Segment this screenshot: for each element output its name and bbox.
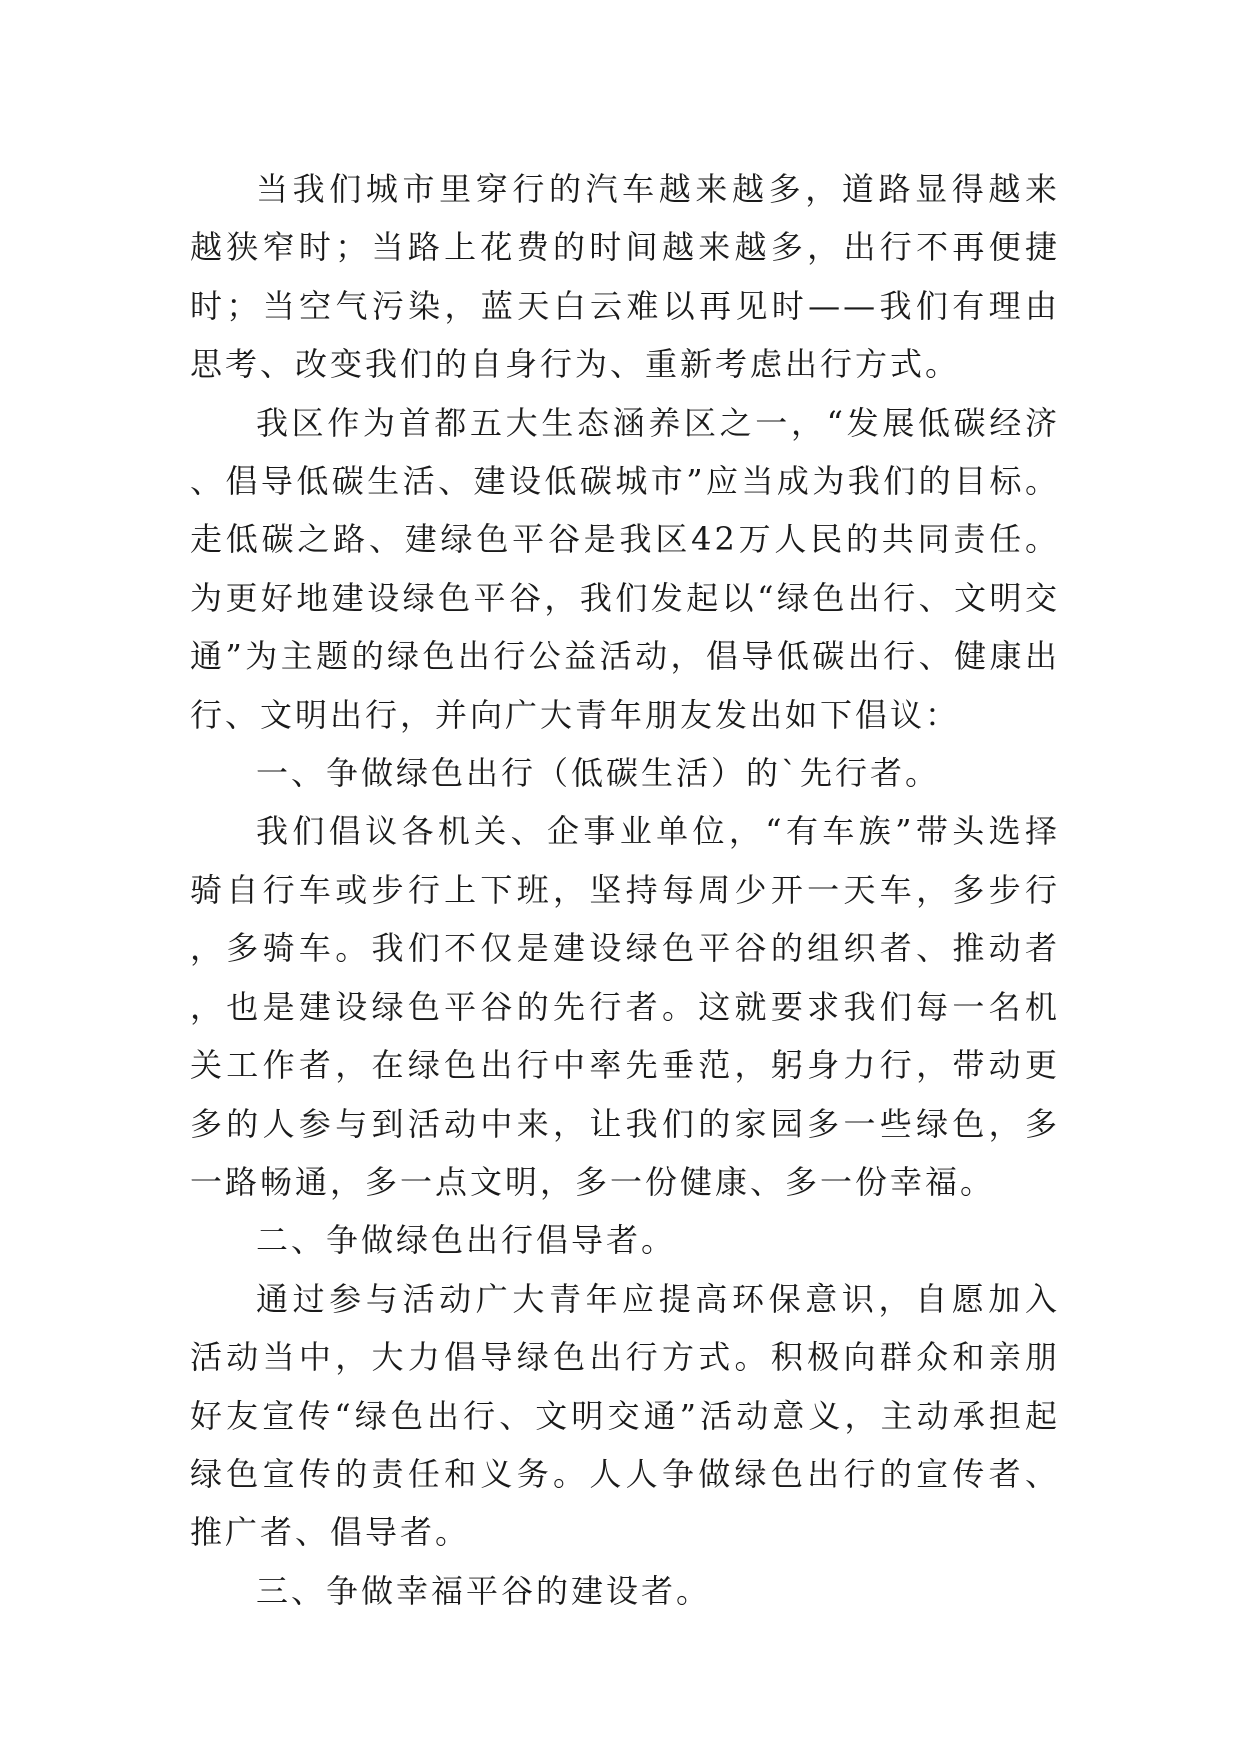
paragraph-section-2: 通过参与活动广大青年应提高环保意识，自愿加入活动当中，大力倡导绿色出行方式。积极向群众和亲朋好友宣传“绿色出行、文明交通”活动意义，主动承担起绿色宣传的责任和义务。人人争做绿色出行的宣传者、推广者、倡导者。 <box>190 1279 1060 1552</box>
section-heading-3: 三、争做幸福平谷的建设者。 <box>256 1571 712 1610</box>
paragraph-section-1: 我们倡议各机关、企事业单位，“有车族”带头选择骑自行车或步行上下班，坚持每周少开一天车，多步行，多骑车。我们不仅是建设绿色平谷的组织者、推动者，也是建设绿色平谷的先行者。这就要求我们每一名机关工作者，在绿色出行中率先垂范，躬身力行，带动更多的人参与到活动中来，让我们的家园多一些绿色，多一路畅通，多一点文明，多一份健康、多一份幸福。 <box>190 812 1060 1201</box>
paragraph-goal: 我区作为首都五大生态涵养区之一，“发展低碳经济、倡导低碳生活、建设低碳城市”应当成为我们的目标。走低碳之路、建绿色平谷是我区42万人民的共同责任。为更好地建设绿色平谷，我们发起以“绿色出行、文明交通”为主题的绿色出行公益活动，倡导低碳出行、健康出行、文明出行，并向广大青年朋友发出如下倡议： <box>190 403 1060 734</box>
section-heading-1: 一、争做绿色出行（低碳生活）的`先行者。 <box>256 754 941 793</box>
paragraph-intro: 当我们城市里穿行的汽车越来越多，道路显得越来越狭窄时；当路上花费的时间越来越多，出行不再便捷时；当空气污染，蓝天白云难以再见时——我们有理由思考、改变我们的自身行为、重新考虑出行方式。 <box>190 170 1060 384</box>
section-heading-2: 二、争做绿色出行倡导者。 <box>256 1221 677 1260</box>
document-body <box>190 160 1060 1620</box>
